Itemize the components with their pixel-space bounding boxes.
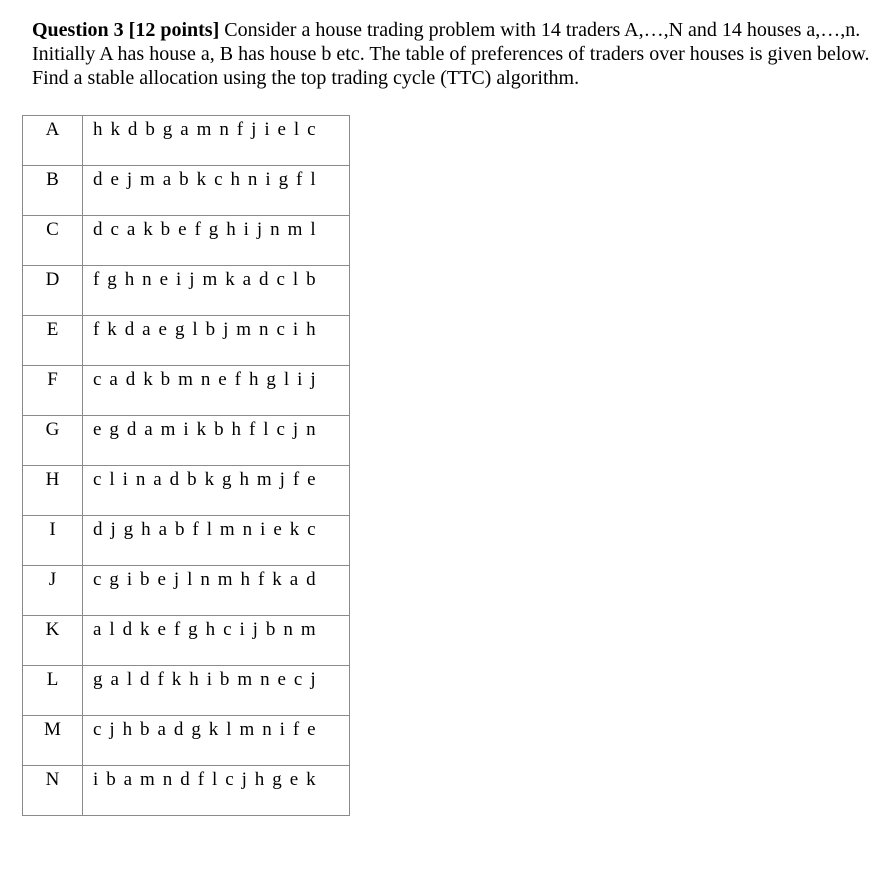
trader-cell: M	[23, 716, 83, 766]
table-row	[23, 716, 350, 766]
trader-cell: J	[23, 566, 83, 616]
preference-cell: d c a k b e f g h i j n m l	[83, 216, 350, 266]
table-row	[23, 266, 350, 316]
trader-cell: B	[23, 166, 83, 216]
table-row	[23, 166, 350, 216]
preference-cell: d j g h a b f l m n i e k c	[83, 516, 350, 566]
trader-cell: I	[23, 516, 83, 566]
trader-cell: L	[23, 666, 83, 716]
preference-cell: g a l d f k h i b m n e c j	[83, 666, 350, 716]
preference-cell: c g i b e j l n m h f k a d	[83, 566, 350, 616]
preference-cell: c a d k b m n e f h g l i j	[83, 366, 350, 416]
table-row	[23, 416, 350, 466]
trader-cell: H	[23, 466, 83, 516]
question-heading: Question 3 [12 points]	[32, 19, 220, 41]
preference-cell: c j h b a d g k l m n i f e	[83, 716, 350, 766]
trader-cell: A	[23, 116, 83, 166]
table-row	[23, 666, 350, 716]
trader-cell: N	[23, 766, 83, 816]
table-row	[23, 616, 350, 666]
preference-cell: f g h n e i j m k a d c l b	[83, 266, 350, 316]
trader-cell: C	[23, 216, 83, 266]
trader-cell: D	[23, 266, 83, 316]
question-text	[32, 18, 872, 90]
preference-cell: e g d a m i k b h f l c j n	[83, 416, 350, 466]
table-row	[23, 566, 350, 616]
preference-cell: i b a m n d f l c j h g e k	[83, 766, 350, 816]
table-row	[23, 216, 350, 266]
preference-cell: d e j m a b k c h n i g f l	[83, 166, 350, 216]
table-row	[23, 116, 350, 166]
trader-cell: G	[23, 416, 83, 466]
preference-cell: a l d k e f g h c i j b n m	[83, 616, 350, 666]
preference-table	[22, 115, 350, 816]
trader-cell: K	[23, 616, 83, 666]
trader-cell: F	[23, 366, 83, 416]
trader-cell: E	[23, 316, 83, 366]
table-row	[23, 466, 350, 516]
table-row	[23, 516, 350, 566]
table-row	[23, 366, 350, 416]
table-row	[23, 316, 350, 366]
preference-table-body	[23, 116, 350, 816]
question-body: Consider a house trading problem with 14 traders A,…,N and 14 houses a,…,n. Initially A has house a, B has house b etc. The table of preferences of traders over houses is given below. Find a stable allocation using the top trading cycle (TTC) algorithm.	[32, 19, 870, 89]
preference-cell: h k d b g a m n f j i e l c	[83, 116, 350, 166]
table-row	[23, 766, 350, 816]
preference-cell: f k d a e g l b j m n c i h	[83, 316, 350, 366]
preference-cell: c l i n a d b k g h m j f e	[83, 466, 350, 516]
